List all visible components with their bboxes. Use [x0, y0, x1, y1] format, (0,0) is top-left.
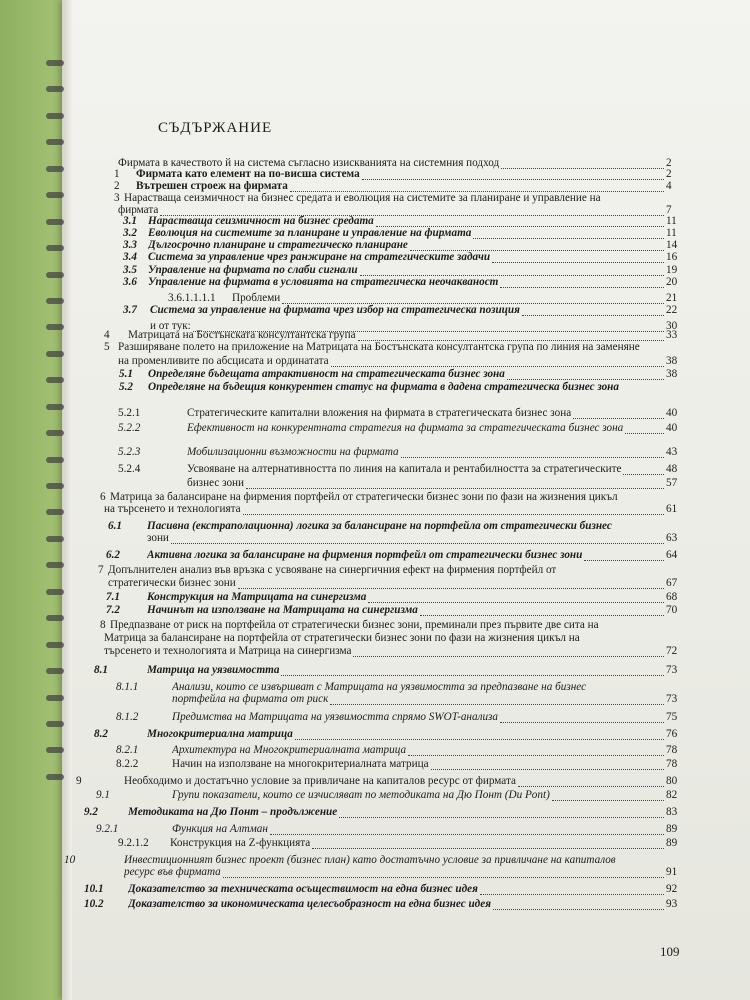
toc-entry: [0, 239, 750, 251]
toc-entry-page: 11: [666, 227, 677, 239]
toc-entry: [0, 503, 750, 515]
toc-entry-number: 6: [100, 491, 106, 503]
toc-entry-title: Многокритериална матрица: [147, 728, 293, 740]
toc-entry: [0, 180, 750, 192]
toc-entry-number: 10: [64, 854, 76, 866]
toc-entry-number: 9.2.1.2: [118, 837, 149, 849]
toc-entry-page: 11: [666, 215, 677, 227]
toc-entry-page: 73: [666, 693, 678, 705]
toc-leader-dots: [368, 601, 664, 603]
toc-entry-title: Конструкция на Z-функцията: [170, 837, 311, 849]
toc-entry-title: търсенето и технологията и Матрица на синергизма: [104, 645, 352, 657]
toc-entry-number: 3.3: [123, 239, 137, 251]
toc-entry-number: 8.1: [94, 664, 108, 676]
toc-leader-dots: [331, 365, 664, 367]
toc-leader-dots: [401, 456, 664, 458]
toc-entry: [0, 329, 750, 341]
toc-entry-page: 72: [666, 645, 678, 657]
toc-entry-title: Активна логика за балансиране на фирмения портфейл от стратегически бизнес зони: [147, 549, 583, 561]
toc-leader-dots: [246, 487, 664, 489]
toc-entry-title: Матрица за балансиране на портфейла от стратегически бизнес зони по фази на жизнения цикъл на: [104, 632, 580, 644]
toc-entry: [0, 381, 750, 393]
toc-entry-page: 82: [666, 789, 678, 801]
toc-leader-dots: [353, 655, 664, 657]
toc-entry-title: Нарастваща сеизмичност на бизнес средата и еволюция на системите за планиране и управление на: [124, 192, 601, 204]
toc-entry-page: 16: [666, 251, 678, 263]
toc-entry: [0, 898, 750, 910]
toc-leader-dots: [431, 768, 664, 770]
toc-entry-page: 2: [666, 168, 672, 180]
toc-entry: [0, 866, 750, 878]
toc-entry: [0, 251, 750, 263]
toc-entry-page: 38: [666, 355, 678, 367]
toc-leader-dots: [312, 847, 664, 849]
toc-entry: [0, 823, 750, 835]
toc-entry: [0, 806, 750, 818]
toc-entry: [0, 577, 750, 589]
toc-entry-number: 3.4: [123, 251, 137, 263]
toc-entry: [0, 883, 750, 895]
toc-entry-title: Матрица на уязвимостта: [147, 664, 280, 676]
toc-entry-title: Начин на използване на многокритериалната матрица: [172, 758, 429, 770]
toc-entry-page: 92: [666, 883, 678, 895]
toc-entry-title: Групи показатели, които се изчисляват по методиката на Дю Понт (Du Pont): [172, 789, 550, 801]
toc-leader-dots: [480, 893, 664, 895]
toc-entry-title: Нарастваща сеизмичност на бизнес средата: [148, 215, 374, 227]
toc-leader-dots: [420, 614, 664, 616]
toc-entry: [0, 422, 750, 434]
toc-entry-number: 3.6: [123, 276, 137, 288]
toc-entry-number: 9.2.1: [96, 823, 119, 835]
toc-entry-number: 9.2: [84, 806, 98, 818]
toc-entry-title: на търсенето и технологията: [104, 503, 241, 515]
toc-entry-page: 89: [666, 823, 678, 835]
toc-entry-page: 70: [666, 604, 678, 616]
toc-entry-page: 68: [666, 591, 678, 603]
toc-entry-number: 3.1: [123, 215, 137, 227]
toc-leader-dots: [171, 542, 664, 544]
toc-entry: [0, 604, 750, 616]
toc-entry-page: 14: [666, 239, 678, 251]
toc-entry: [0, 645, 750, 657]
toc-entry-title: Начинът на използване на Матрицата на синергизма: [147, 604, 418, 616]
toc-entry: [0, 168, 750, 180]
toc-entry-title: Инвестиционният бизнес проект (бизнес план) като достатъчно условие за привличане на капиталов: [124, 854, 616, 866]
toc-entry-number: 3.2: [123, 227, 137, 239]
toc-entry-title: Необходимо и достатъчно условие за привличане на капиталов ресурс от фирмата: [124, 775, 516, 787]
toc-entry-page: 4: [666, 180, 672, 192]
toc-entry: [0, 355, 750, 367]
toc-leader-dots: [584, 559, 664, 561]
toc-entry-page: 40: [666, 407, 678, 419]
toc-leader-dots: [238, 587, 664, 589]
toc-leader-dots: [408, 754, 664, 756]
toc-entry-title: Матрицата на Бостънската консултантска група: [128, 329, 356, 341]
toc-entry-page: 63: [666, 532, 678, 544]
toc-entry-number: 5.2.3: [118, 446, 141, 458]
toc-entry-title: Разширяване полето на приложение на Матрицата на Бостънската консултантска група по линия на заменяне: [118, 341, 640, 353]
toc-entry: [0, 619, 750, 631]
toc-entry-title: Система за управление чрез ранжиране на стратегическите задачи: [148, 251, 491, 263]
toc-entry-page: 78: [666, 758, 678, 770]
toc-entry-page: 21: [666, 292, 678, 304]
toc-entry-page: 91: [666, 866, 678, 878]
toc-entry-page: 76: [666, 728, 678, 740]
toc-entry-title: Стратегическите капитални вложения на фирмата в стратегическата бизнес зона: [187, 407, 572, 419]
toc-entry-page: 43: [666, 446, 678, 458]
toc-entry: [0, 711, 750, 723]
toc-entry-title: фирмата: [118, 204, 159, 216]
toc-entry-number: 9.1: [96, 789, 110, 801]
toc-leader-dots: [500, 721, 664, 723]
toc-leader-dots: [270, 833, 664, 835]
toc-entry-title: Допълнителен анализ във връзка с усвояване на синергичния ефект на фирмения портфейл от: [108, 564, 557, 576]
toc-entry-title: на променливите по абсцисата и ординатата: [118, 355, 329, 367]
toc-entry-number: 4: [104, 329, 110, 341]
toc-entry-page: 80: [666, 775, 678, 787]
toc-entry-title: Определяне на бъдещия конкурентен статус на фирмата в дадена стратегическа бизнес зона: [148, 381, 619, 393]
toc-entry-page: 19: [666, 264, 678, 276]
toc-entry-title: зони: [147, 532, 169, 544]
toc-entry-number: 10.1: [84, 883, 104, 895]
toc-entry: [0, 758, 750, 770]
toc-entry-page: 83: [666, 806, 678, 818]
toc-entry-number: 9: [76, 775, 82, 787]
toc-entry-number: 8.2.2: [116, 758, 139, 770]
toc-leader-dots: [493, 908, 664, 910]
toc-leader-dots: [518, 785, 664, 787]
toc-entry-page: 7: [666, 204, 672, 216]
toc-entry: [0, 564, 750, 576]
toc-entry-page: 67: [666, 577, 678, 589]
toc-entry-number: 7.2: [106, 604, 120, 616]
toc-entry: [0, 632, 750, 644]
toc-entry-title: Проблеми: [232, 292, 281, 304]
toc-entry-number: 3.7: [123, 304, 137, 316]
page-title: СЪДЪРЖАНИЕ: [158, 120, 273, 136]
toc-entry-title: Усвояване на алтернативността по линия на капитала и рентабилността за стратегическите: [187, 463, 622, 475]
toc-entry-number: 5.2.4: [118, 463, 141, 475]
toc-entry-page: 89: [666, 837, 678, 849]
toc-entry: [0, 681, 750, 693]
toc-entry-page: 61: [666, 503, 678, 515]
toc-entry-page: 33: [666, 329, 678, 341]
toc-entry-title: Управление на фирмата в условията на стратегическа неочакваност: [148, 276, 499, 288]
toc-entry-title: Система за управление на фирмата чрез избор на стратегическа позиция: [150, 304, 520, 316]
toc-entry-number: 6.1: [108, 520, 122, 532]
toc-leader-dots: [623, 473, 664, 475]
toc-entry-number: 5.2.2: [118, 422, 141, 434]
toc-entry-title: Анализи, които се извършват с Матрицата на уязвимостта за предпазване на бизнес: [172, 681, 587, 693]
toc-entry-page: 73: [666, 664, 678, 676]
toc-entry: [0, 227, 750, 239]
toc-entry-title: бизнес зони: [187, 477, 245, 489]
toc-entry: [0, 728, 750, 740]
toc-entry: [0, 407, 750, 419]
toc-entry-number: 5.1: [119, 368, 133, 380]
toc-entry: [0, 192, 750, 204]
toc-leader-dots: [295, 738, 664, 740]
toc-entry-number: 8: [100, 619, 106, 631]
toc-entry-number: 5: [104, 341, 110, 353]
toc-entry: [0, 304, 750, 316]
toc-entry: [0, 215, 750, 227]
toc-entry-number: 2: [114, 180, 120, 192]
toc-entry-title: ресурс във фирмата: [124, 866, 221, 878]
toc-entry-page: 78: [666, 744, 678, 756]
toc-entry: [0, 477, 750, 489]
toc-leader-dots: [339, 816, 664, 818]
toc-entry-page: 20: [666, 276, 678, 288]
toc-entry-title: Доказателство за техническата осъществимост на една бизнес идея: [128, 883, 478, 895]
toc-entry-number: 8.2: [94, 728, 108, 740]
toc-entry: [0, 292, 750, 304]
toc-entry-title: Управление на фирмата по слаби сигнали: [148, 264, 358, 276]
toc-entry-number: 3.6.1.1.1.1: [168, 292, 216, 304]
toc-leader-dots: [552, 799, 664, 801]
toc-entry-number: 8.1.1: [116, 681, 139, 693]
toc-entry-page: 48: [666, 463, 678, 475]
toc-entry-page: 2: [666, 157, 672, 169]
toc-entry-title: Доказателство за икономическата целесъобразност на една бизнес идея: [128, 898, 491, 910]
toc-entry: [0, 837, 750, 849]
toc-entry-title: Пасивна (екстраполационна) логика за балансиране на портфейла от стратегически бизнес: [147, 520, 612, 532]
toc-leader-dots: [522, 314, 664, 316]
toc-entry-number: 7: [98, 564, 104, 576]
toc-entry-number: 5.2.1: [118, 407, 141, 419]
toc-entry: [0, 854, 750, 866]
toc-entry-number: 5.2: [119, 381, 133, 393]
toc-entry-title: Определяне бъдещата атрактивност на стратегическата бизнес зона: [148, 368, 505, 380]
toc-entry: [0, 549, 750, 561]
toc-leader-dots: [573, 417, 664, 419]
toc-leader-dots: [281, 674, 664, 676]
toc-entry-number: 6.2: [106, 549, 120, 561]
toc-entry: [0, 520, 750, 532]
toc-entry-title: Предимства на Матрицата на уязвимостта спрямо SWOT-анализа: [172, 711, 499, 723]
toc-entry-title: портфейла на фирмата от риск: [172, 693, 329, 705]
toc-entry: [0, 463, 750, 475]
toc-entry-title: Вътрешен строеж на фирмата: [136, 180, 288, 192]
toc-entry: [0, 591, 750, 603]
toc-entry: [0, 532, 750, 544]
toc-entry: [0, 693, 750, 705]
toc-leader-dots: [243, 513, 664, 515]
toc-entry-number: 7.1: [106, 591, 120, 603]
toc-entry-title: Дългосрочно планиране и стратегическо планиране: [148, 239, 408, 251]
toc-entry-number: 8.2.1: [116, 744, 139, 756]
toc-entry-page: 57: [666, 477, 678, 489]
toc-entry: [0, 368, 750, 380]
toc-entry-title: стратегически бизнес зони: [108, 577, 236, 589]
toc-entry-title: Ефективност на конкурентната стратегия на фирмата за стратегическата бизнес зона: [187, 422, 624, 434]
toc-leader-dots: [223, 876, 664, 878]
toc-entry: [0, 744, 750, 756]
toc-entry-page: 22: [666, 304, 678, 316]
toc-entry: [0, 789, 750, 801]
toc-entry-page: 64: [666, 549, 678, 561]
toc-entry: [0, 664, 750, 676]
toc-entry-number: 1: [114, 168, 120, 180]
toc-entry-number: 3: [114, 192, 120, 204]
toc-entry-title: Конструкция на Матрицата на синергизма: [147, 591, 367, 603]
toc-leader-dots: [330, 703, 664, 705]
toc-entry-title: Еволюция на системите за планиране и управление на фирмата: [148, 227, 472, 239]
page-number: 109: [660, 944, 680, 959]
toc-leader-dots: [507, 378, 664, 380]
toc-entry-title: и от тук:: [150, 320, 191, 332]
toc-entry-page: 75: [666, 711, 678, 723]
toc-entry: [0, 276, 750, 288]
toc-leader-dots: [500, 286, 664, 288]
toc-entry-title: Методиката на Дю Понт – продължение: [128, 806, 338, 818]
toc-entry-title: Архитектура на Многокритериалната матрица: [172, 744, 407, 756]
toc-entry-title: Фирмата в качеството й на система съгласно изискванията на системния подход: [118, 157, 500, 169]
toc-entry-page: 38: [666, 368, 678, 380]
toc-entry: [0, 264, 750, 276]
toc-entry-title: Матрица за балансиране на фирмения портфейл от стратегически бизнес зони по фази на жизнения цикъл: [110, 491, 618, 503]
toc-entry-page: 30: [666, 320, 678, 332]
toc-entry-title: Функция на Алтман: [172, 823, 268, 835]
toc-entry: [0, 775, 750, 787]
toc-entry-title: Мобилизационни възможности на фирмата: [187, 446, 399, 458]
toc-entry-page: 40: [666, 422, 678, 434]
toc-leader-dots: [492, 261, 664, 263]
toc-entry-page: 93: [666, 898, 678, 910]
toc-leader-dots: [625, 432, 664, 434]
toc-entry-number: 8.1.2: [116, 711, 139, 723]
toc-entry-title: Фирмата като елемент на по-висша система: [136, 168, 360, 180]
toc-entry-title: Предпазване от риск на портфейла от стратегически бизнес зони, преминали през първите две сита на: [110, 619, 599, 631]
toc-entry: [0, 446, 750, 458]
toc-entry-number: 10.2: [84, 898, 104, 910]
toc-entry: [0, 491, 750, 503]
toc-entry-number: 3.5: [123, 264, 137, 276]
toc-entry: [0, 341, 750, 353]
